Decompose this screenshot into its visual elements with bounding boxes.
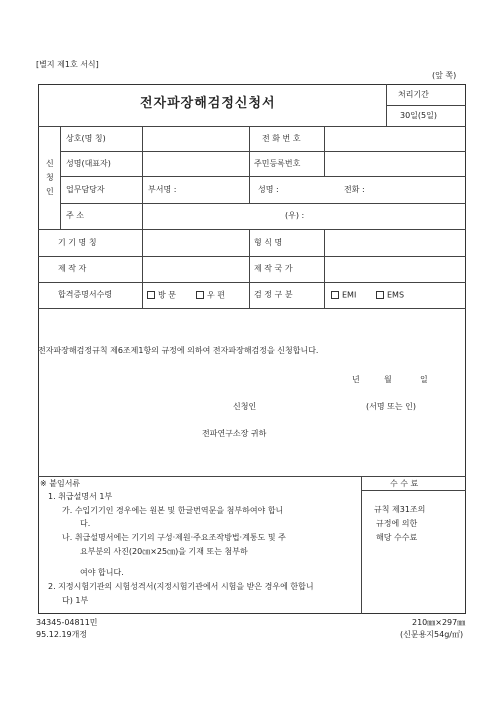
fee-line-1: 규칙 제31조의 xyxy=(374,505,426,514)
footer-revised: 95.12.19개정 xyxy=(36,630,88,639)
address-label: 주 소 xyxy=(66,211,84,220)
attachment-item-1a-cont: 다. xyxy=(80,519,91,528)
processing-label: 처리기간 xyxy=(398,90,429,99)
maker-label: 제 작 자 xyxy=(58,264,87,273)
signer-label: 신청인 xyxy=(233,402,257,411)
fee-line-2: 규정에 의한 xyxy=(376,519,418,528)
row-line xyxy=(38,308,466,309)
row-line xyxy=(60,203,466,204)
postal-label: (우) : xyxy=(285,211,305,220)
recipient: 전파연구소장 귀하 xyxy=(202,429,267,438)
fee-line-3: 해당 수수료 xyxy=(376,533,418,542)
contact-phone-label: 전화 : xyxy=(344,185,365,194)
statement: 전자파장해검정규칙 제6조제1항의 규정에 의하여 전자파장해검정을 신청합니다. xyxy=(38,346,319,355)
form-code: [별지 제1호 서식] xyxy=(36,60,99,69)
processing-divider xyxy=(386,105,466,106)
contact-label: 업무담당자 xyxy=(66,185,105,194)
mail-option[interactable] xyxy=(196,291,225,300)
sign-note: (서명 또는 인) xyxy=(366,402,416,411)
fee-header: 수 수 료 xyxy=(390,479,419,488)
footer-size: 210㎜×297㎜ xyxy=(412,618,466,627)
date-year: 년 xyxy=(352,375,360,384)
ems-option[interactable] xyxy=(376,291,404,300)
footer-code: 34345-04811민 xyxy=(36,618,98,627)
device-name-label: 기 기 명 칭 xyxy=(58,238,97,247)
attachment-item-1b-cont: 요부분의 사진(20㎝×25㎝)을 기재 또는 첨부하 xyxy=(80,547,248,556)
col-line xyxy=(361,476,362,614)
emi-option[interactable] xyxy=(331,291,356,300)
company-label: 상호(명 칭) xyxy=(66,134,106,143)
attachment-item-2: 2. 지정시험기관의 시험성격서(지정시험기관에서 시험을 받은 경우에 한합니 xyxy=(48,582,314,591)
col-line xyxy=(142,126,143,308)
visit-label: 방 문 xyxy=(158,290,176,300)
applicant-label-1: 신 xyxy=(46,159,54,168)
date-month: 월 xyxy=(384,375,392,384)
cert-receipt-label: 합격증명서수령 xyxy=(58,290,113,299)
row-line xyxy=(60,151,466,152)
row-line xyxy=(60,176,466,177)
attachments-header: ※ 붙임서류 xyxy=(40,479,81,488)
row-line xyxy=(38,282,466,283)
visit-checkbox[interactable] xyxy=(147,291,155,299)
col-line xyxy=(249,126,250,203)
resident-no-label: 주민등록번호 xyxy=(254,159,301,168)
fee-divider xyxy=(361,490,466,491)
col-line xyxy=(249,229,250,308)
col-line xyxy=(324,126,325,177)
emi-checkbox[interactable] xyxy=(331,291,339,299)
name-label: 성명(대표자) xyxy=(66,159,111,168)
model-label: 형 식 명 xyxy=(254,238,283,247)
row-line xyxy=(38,476,466,477)
ems-label: EMS xyxy=(387,290,405,300)
emi-label: EMI xyxy=(342,290,357,300)
phone-label: 전 화 번 호 xyxy=(262,134,301,143)
col-line xyxy=(324,229,325,308)
country-label: 제 작 국 가 xyxy=(254,264,293,273)
attachment-item-1a: 가. 수입기기인 경우에는 원본 및 한글번역문을 첨부하여야 합니 xyxy=(62,506,284,515)
ems-checkbox[interactable] xyxy=(376,291,384,299)
page-side: (앞 쪽) xyxy=(432,71,457,80)
row-line xyxy=(38,256,466,257)
applicant-label-3: 인 xyxy=(46,187,54,196)
row-line xyxy=(38,229,466,230)
attachment-item-1b: 나. 취급설명서에는 기기의 구성·제원·주요조작방법·계통도 및 주 xyxy=(62,533,286,542)
mail-label: 우 편 xyxy=(207,290,225,300)
dept-label: 부서명 : xyxy=(148,185,177,194)
visit-option[interactable] xyxy=(147,291,176,300)
row-line xyxy=(38,126,466,127)
date-day: 일 xyxy=(420,375,428,384)
col-line xyxy=(60,126,61,229)
attachment-item-2-cont: 다) 1부 xyxy=(62,596,89,605)
test-type-label: 검 정 구 분 xyxy=(254,290,293,299)
contact-name-label: 성명 : xyxy=(258,185,279,194)
attachment-item-1: 1. 취급설명서 1부 xyxy=(48,492,113,501)
applicant-label-2: 청 xyxy=(46,173,54,182)
form-title: 전자파장해검정신청서 xyxy=(140,96,276,111)
processing-value: 30일(5일) xyxy=(400,111,437,120)
footer-paper: (신문용지54g/㎡) xyxy=(400,630,464,639)
attachment-item-1b-cont2: 여야 합니다. xyxy=(80,568,124,577)
mail-checkbox[interactable] xyxy=(196,291,204,299)
